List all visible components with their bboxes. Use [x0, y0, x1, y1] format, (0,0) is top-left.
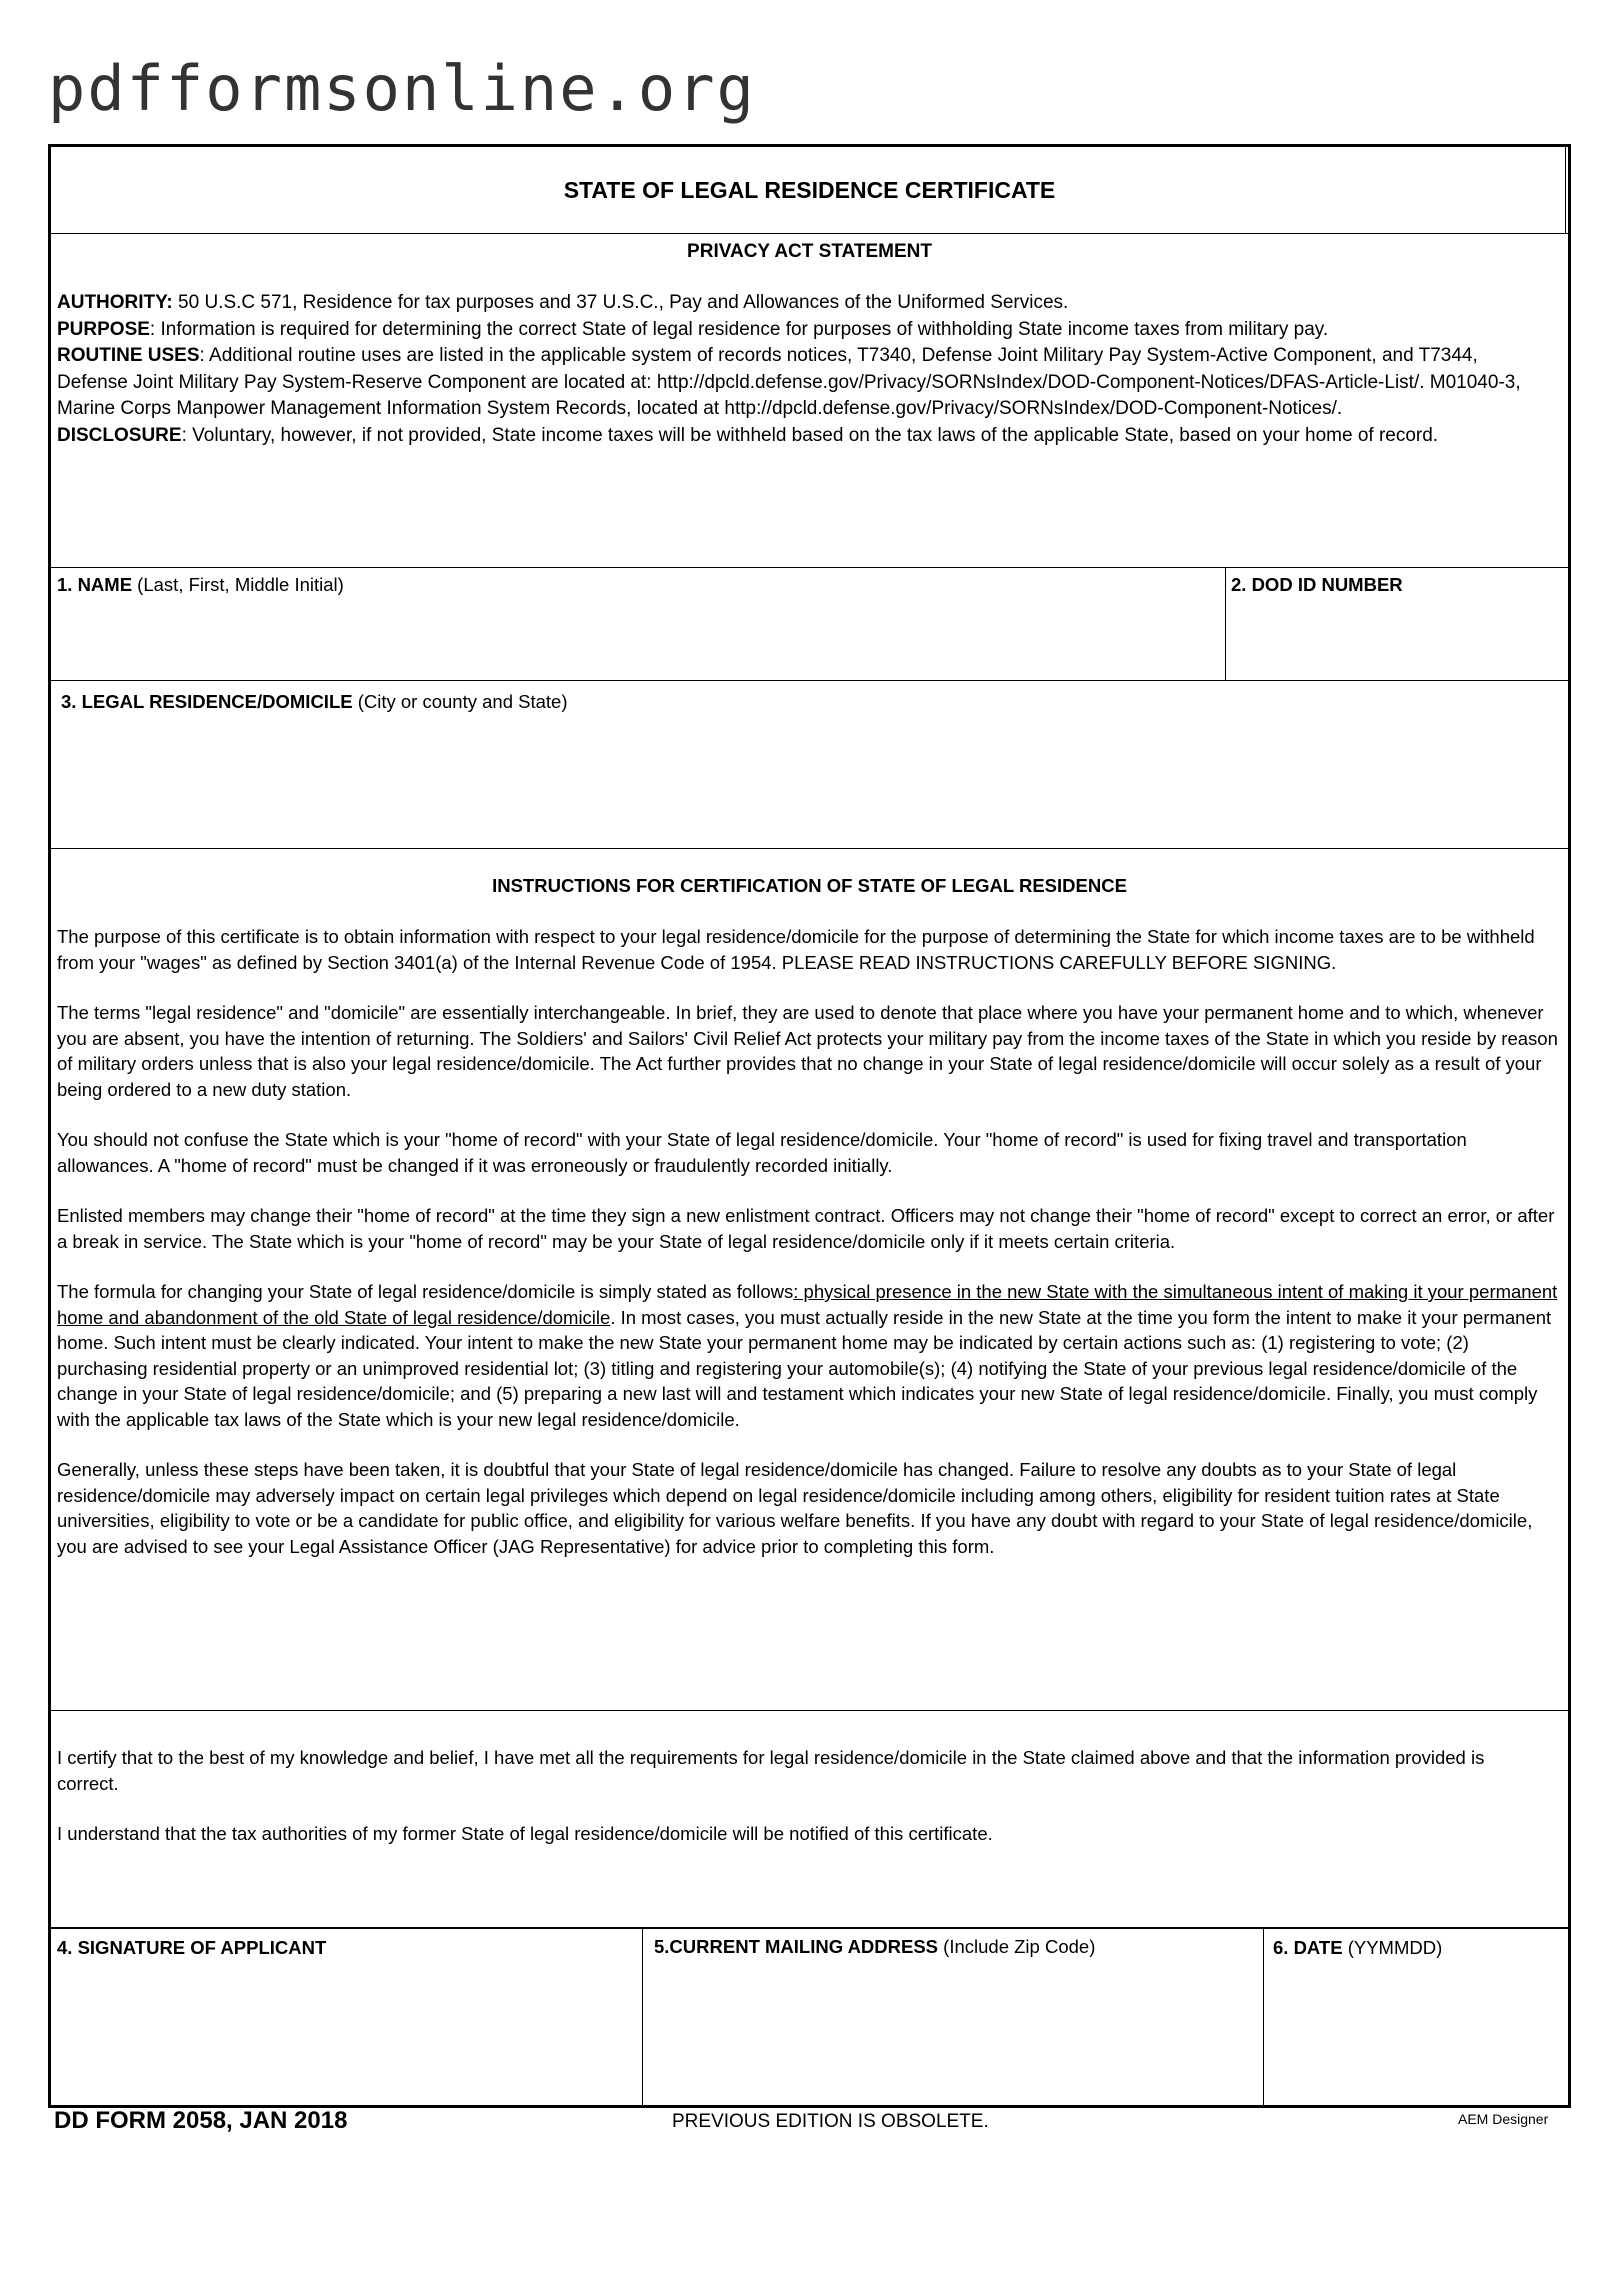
signature-field[interactable]: [51, 1927, 643, 2105]
legal-residence-form: [48, 144, 1571, 2108]
instructions-body: [57, 924, 1558, 1584]
legal-residence-field-label: [61, 691, 568, 713]
instructions-paragraph-2: The terms "legal residence" and "domicile" are essentially interchangeable. In brief, they are used to denote that place where you have your permanent home and to which, whenever you are absent, you have the intention of returning. The Soldiers' and Sailors' Civil Relief Act protects your military pay from the income taxes of the State in which you reside by reason of military orders unless that is also your legal residence/domicile. The Act further provides that no change in your State of legal residence/domicile will occur solely as a result of your being ordered to a new duty station.: [57, 1002, 1558, 1100]
instructions-paragraph-1: The purpose of this certificate is to obtain information with respect to your legal residence/domicile for the purpose of determining the State for which income taxes are to be withheld from your "wages" as defined by Section 3401(a) of the Internal Revenue Code of 1954. PLEASE READ INSTRUCTIONS CAREFULLY BEFORE SIGNING.: [57, 926, 1535, 973]
edition-note: PREVIOUS EDITION IS OBSOLETE.: [672, 2111, 989, 2132]
dod-id-field[interactable]: [1225, 567, 1568, 680]
mailing-address-field-label: [654, 1936, 1095, 1958]
certification-body: [57, 1745, 1528, 1872]
dod-id-label: 2. DOD ID NUMBER: [1231, 574, 1403, 595]
certification-paragraph-1: I certify that to the best of my knowledge and belief, I have met all the requirements for legal residence/domicile in the State claimed above and that the information provided is correct.: [57, 1747, 1485, 1794]
name-hint: (Last, First, Middle Initial): [132, 574, 344, 595]
disclosure-label: DISCLOSURE: [57, 424, 182, 446]
purpose-paragraph: [57, 317, 1548, 344]
address-label: 5.CURRENT MAILING ADDRESS: [654, 1936, 939, 1957]
residence-label: 3. LEGAL RESIDENCE/DOMICILE: [61, 691, 353, 712]
form-identifier: DD FORM 2058, JAN 2018: [54, 2107, 348, 2134]
instructions-paragraph-3: You should not confuse the State which is your "home of record" with your State of legal residence/domicile. Your "home of record" is used for fixing travel and transportation allowances. A "home of record" must be changed if it was erroneously or fraudulently recorded initially.: [57, 1129, 1467, 1176]
name-label: 1. NAME: [57, 574, 133, 595]
signature-row: [51, 1927, 1568, 2105]
formula-underlined: : physical presence in the new State with the simultaneous intent of making it your permanent home and abandonment of the old State of legal residence/domicile: [57, 1281, 1558, 1328]
purpose-text: : Information is required for determining the correct State of legal residence for purposes of withholding State income taxes from military pay.: [149, 318, 1329, 340]
date-field-label: [1273, 1937, 1442, 1959]
form-title: STATE OF LEGAL RESIDENCE CERTIFICATE: [51, 147, 1568, 234]
formula-details: . In most cases, you must actually reside in the new State at the time you form the intent to make it your permanent home. Such intent must be clearly indicated. Your intent to make the new State your permanent home may be indicated by certain actions such as: (1) registering to vote; (2) purchasing residential property or an unimproved residential lot; (3) titling and registering your automobile(s); (4) notifying the State of your previous legal residence/domicile of the change in your State of legal residence/domicile; and (5) preparing a new last will and testament which indicates your new State of legal residence/domicile. Finally, you must comply with the applicable tax laws of the State which is your new legal residence/domicile.: [57, 1306, 1552, 1430]
authority-label: AUTHORITY:: [57, 292, 173, 313]
date-field[interactable]: [1263, 1927, 1568, 2105]
certification-section: [51, 1710, 1568, 1929]
name-field-label: [57, 574, 344, 596]
mailing-address-field[interactable]: [642, 1927, 1264, 2105]
watermark: pdfformsonline.org: [48, 52, 756, 125]
disclosure-paragraph: [57, 423, 1548, 450]
privacy-heading: PRIVACY ACT STATEMENT: [687, 241, 932, 262]
routine-uses-paragraph: [57, 343, 1548, 423]
instructions-paragraph-5: [57, 1279, 1558, 1432]
signature-label: 4. SIGNATURE OF APPLICANT: [57, 1937, 327, 1958]
routine-uses-text: : Additional routine uses are listed in the applicable system of records notices, T7340, Defense Joint Military Pay System-Active Component, and T7344, Defense Joint Military Pay System-Reserve Component are located at: http://dpcld.defense.gov/Privacy/SORNsIndex/DOD-Component-Notices/DFAS-Article-List/. M01040-3, Marine Corps Manpower Management Information System Records, located at http://dpcld.defense.gov/Privacy/SORNsIndex/DOD-Component-Notices/.: [57, 345, 1521, 419]
legal-residence-field[interactable]: [51, 680, 1568, 849]
address-hint: (Include Zip Code): [938, 1936, 1096, 1957]
privacy-act-section: [51, 233, 1568, 568]
instructions-paragraph-4: Enlisted members may change their "home of record" at the time they sign a new enlistment contract. Officers may not change their "home of record" except to correct an error, or after a break in service. The State which is your "home of record" may be your State of legal residence/domicile only if it meets certain criteria.: [57, 1205, 1555, 1252]
name-row: [51, 567, 1568, 681]
residence-hint: (City or county and State): [352, 691, 568, 712]
name-field[interactable]: [51, 567, 1226, 680]
formula-intro: The formula for changing your State of legal residence/domicile is simply stated as follows: [57, 1281, 794, 1302]
instructions-section: [51, 848, 1568, 1711]
disclosure-text: : Voluntary, however, if not provided, State income taxes will be withheld based on the tax laws of the applicable State, based on your home of record.: [181, 424, 1439, 446]
routine-uses-label: ROUTINE USES: [57, 345, 200, 366]
certification-paragraph-2: I understand that the tax authorities of my former State of legal residence/domicile will be notified of this certificate.: [57, 1823, 993, 1844]
date-label: 6. DATE: [1273, 1937, 1343, 1958]
instructions-heading: INSTRUCTIONS FOR CERTIFICATION OF STATE OF LEGAL RESIDENCE: [492, 875, 1127, 896]
instructions-paragraph-6: Generally, unless these steps have been taken, it is doubtful that your State of legal residence/domicile has changed. Failure to resolve any doubts as to your State of legal residence/domicile may adversely impact on certain legal privileges which depend on legal residence/domicile including among others, eligibility for resident tuition rates at State universities, eligibility to vote or be a candidate for public office, and eligibility for various welfare benefits. If you have any doubt with regard to your State of legal residence/domicile, you are advised to see your Legal Assistance Officer (JAG Representative) for advice prior to completing this form.: [57, 1459, 1533, 1557]
privacy-body: [57, 290, 1548, 449]
date-hint: (YYMMDD): [1342, 1937, 1443, 1958]
authority-text: 50 U.S.C 571, Residence for tax purposes and 37 U.S.C., Pay and Allowances of the Uniformed Services.: [172, 292, 1069, 313]
purpose-label: PURPOSE: [57, 318, 150, 340]
designer-note: AEM Designer: [1458, 2111, 1549, 2127]
authority-paragraph: [57, 290, 1548, 317]
